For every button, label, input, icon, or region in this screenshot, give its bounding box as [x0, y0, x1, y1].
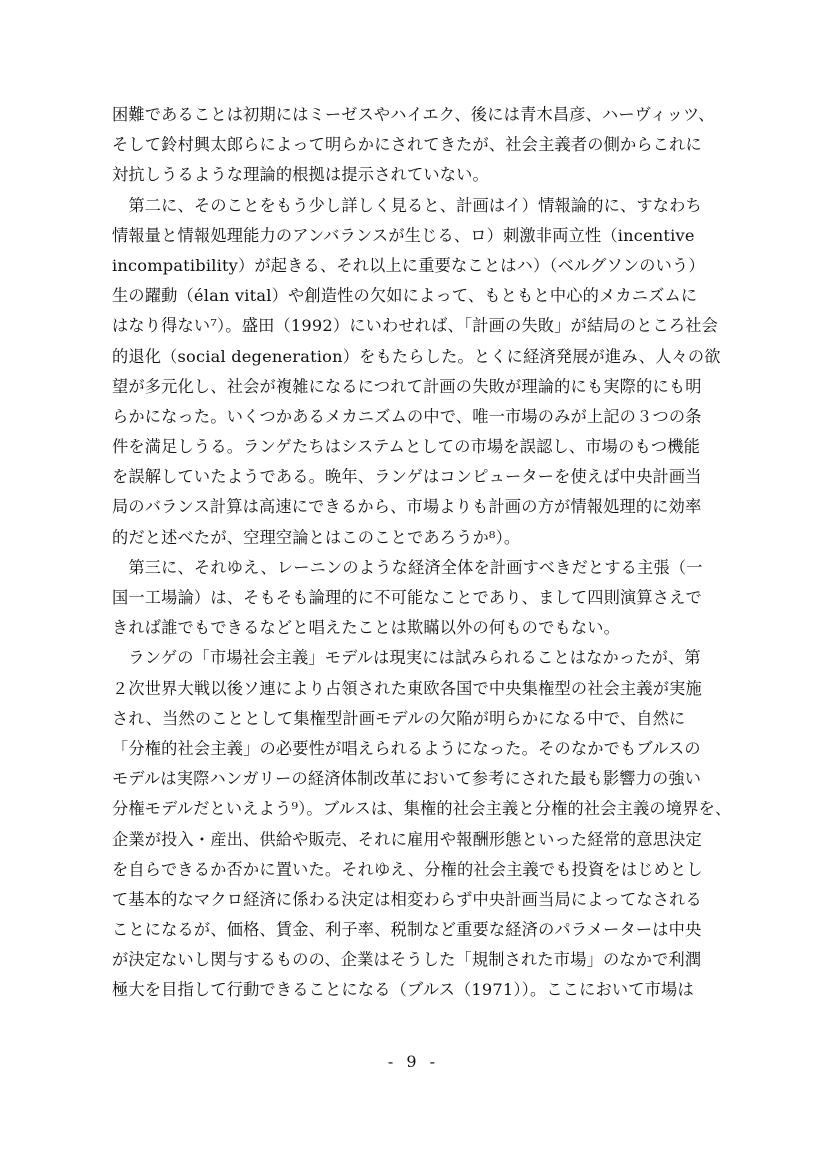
text-line: 生の躍動（élan vital）や創造性の欠如によって、もともと中心的メカニズムに: [112, 286, 698, 306]
text-line: 望が多元化し、社会が複雑になるにつれて計画の失敗が理論的にも実際的にも明: [112, 376, 702, 396]
text-line: て基本的なマクロ経済に係わる決定は相変わらず中央計画当局によってなされる: [112, 889, 702, 909]
text-line: され、当然のこととして集権型計画モデルの欠陥が明らかになる中で、自然に: [112, 708, 686, 728]
text-line: はなり得ない⁷）。盛田（1992）にいわせれば、「計画の失敗」が結局のところ社会: [112, 316, 719, 336]
text-line: を誤解していたようである。晩年、ランゲはコンピューターを使えば中央計画当: [112, 467, 702, 487]
text-line: 国一工場論）は、そもそも論理的に不可能なことであり、まして四則演算さえで: [112, 588, 702, 607]
text-line: ２次世界大戦以後ソ連により占領された東欧各国で中央集権型の社会主義が実施: [112, 678, 702, 698]
body-text: [112, 100, 752, 1006]
text-line: 第三に、それゆえ、レーニンのような経済全体を計画すべきだとする主張（一: [112, 557, 703, 577]
page-number: - 9 -: [387, 1052, 440, 1071]
text-line: 分権モデルだといえよう⁹）。ブルスは、集権的社会主義と分権的社会主義の境界を、: [112, 799, 732, 819]
text-line: 「分権的社会主義」の必要性が唱えられるようになった。そのなかでもブルスの: [112, 738, 701, 758]
text-line: ことになるが、価格、賃金、利子率、税制など重要な経済のパラメーターは中央: [112, 920, 702, 940]
text-line: 情報量と情報処理能力のアンバランスが生じる、ロ）刺激非両立性（incentive: [112, 225, 695, 245]
text-line: 的だと述べたが、空理空論とはこのことであろうか⁸）。: [112, 527, 521, 547]
text-line: 件を満足しうる。ランゲたちはシステムとしての市場を誤認し、市場のもつ機能: [112, 437, 701, 457]
text-line: ランゲの「市場社会主義」モデルは現実には試みられることはなかったが、第: [112, 648, 701, 668]
text-line: 困難であることは初期にはミーゼスやハイエク、後には青木昌彦、ハーヴィッツ、: [112, 105, 715, 124]
text-line: を自らできるか否かに置いた。それゆえ、分権的社会主義でも投資をはじめとし: [112, 859, 703, 879]
text-line: らかになった。いくつかあるメカニズムの中で、唯一市場のみが上記の３つの条: [112, 406, 702, 426]
text-line: 企業が投入・産出、供給や販売、それに雇用や報酬形態といった経常的意思決定: [112, 829, 702, 849]
text-line: 局のバランス計算は高速にできるから、市場よりも計画の方が情報処理的に効率: [112, 497, 702, 517]
text-line: が決定ないし関与するものの、企業はそうした「規制された市場」のなかで利潤: [112, 950, 702, 970]
text-line: きれば誰でもできるなどと唱えたことは欺瞞以外の何ものでもない。: [112, 618, 621, 638]
text-line: 対抗しうるような理論的根拠は提示されていない。: [112, 165, 489, 185]
text-line: モデルは実際ハンガリーの経済体制改革において参考にされた最も影響力の強い: [112, 769, 702, 789]
text-line: 的退化（social degeneration）をもたらした。とくに経済発展が進み、人々の欲: [112, 346, 721, 366]
text-line: incompatibility）が起きる、それ以上に重要なことはハ）（ベルグソンのいう）: [112, 255, 705, 275]
text-line: 第二に、そのことをもう少し詳しく見ると、計画はイ）情報論的に、すなわち: [112, 195, 702, 215]
text-line: そして鈴村興太郎らによって明らかにされてきたが、社会主義者の側からこれに: [112, 135, 702, 155]
text-line: 極大を目指して行動できることになる（ブルス（1971））。ここにおいて市場は: [112, 980, 694, 1000]
